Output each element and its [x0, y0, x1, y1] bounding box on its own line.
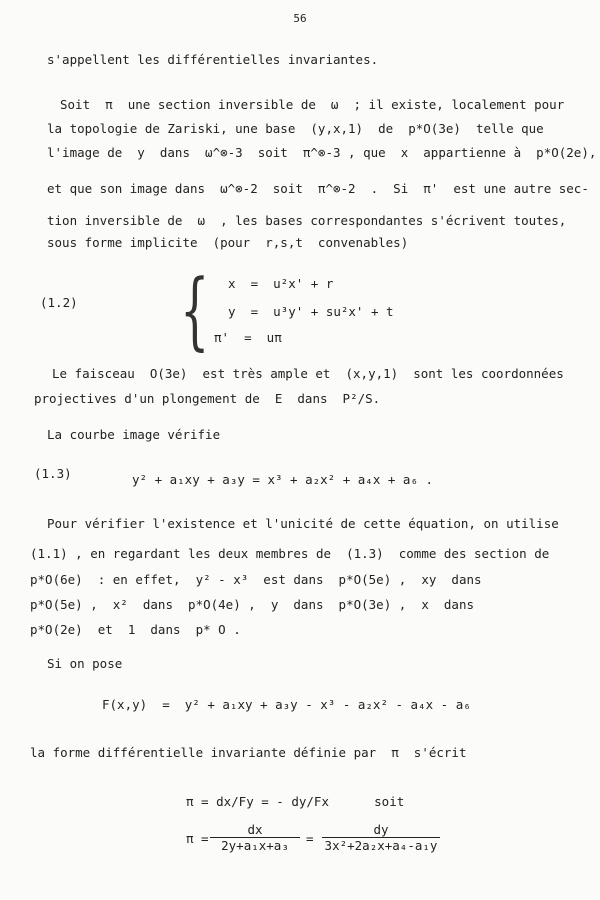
- text-line: p*O(2e) et 1 dans p* O .: [30, 622, 241, 637]
- fraction-numerator: dy: [322, 822, 440, 838]
- equation-label: (1.3): [34, 466, 72, 481]
- equation-line: π' = uπ: [214, 330, 282, 345]
- equation-label: (1.2): [40, 295, 78, 310]
- text-line: Si on pose: [47, 656, 123, 671]
- brace-icon: {: [180, 261, 210, 359]
- equation-equals: =: [306, 831, 314, 846]
- text-line: sous forme implicite (pour r,s,t convenables): [47, 235, 409, 250]
- text-line: Soit π une section inversible de ω ; il existe, localement pour: [60, 97, 565, 112]
- fraction-numerator: dx: [210, 822, 300, 838]
- text-line: Le faisceau O(3e) est très ample et (x,y,1) sont les coordonnées: [52, 366, 564, 381]
- text-line: La courbe image vérifie: [47, 427, 221, 442]
- text-line: la forme différentielle invariante définie par π s'écrit: [30, 745, 467, 760]
- text-line: p*O(5e) , x² dans p*O(4e) , y dans p*O(3e) , x dans: [30, 597, 475, 612]
- equation: y² + a₁xy + a₃y = x³ + a₂x² + a₄x + a₆ .: [132, 472, 434, 487]
- equation-line: y = u³y' + su²x' + t: [228, 304, 394, 319]
- equation: π = dx/Fy = - dy/Fx soit: [186, 794, 405, 809]
- text-line: et que son image dans ω^⊗-2 soit π^⊗-2 . Si π' est une autre sec-: [47, 181, 589, 196]
- fraction-denominator: 3x²+2a₂x+a₄-a₁y: [324, 838, 438, 853]
- equation: F(x,y) = y² + a₁xy + a₃y - x³ - a₂x² - a₄x - a₆: [102, 697, 471, 712]
- text-line: l'image de y dans ω^⊗-3 soit π^⊗-3 , que x appartienne à p*O(2e),: [47, 145, 597, 160]
- text-line: projectives d'un plongement de E dans P²/S.: [34, 391, 381, 406]
- equation-line: x = u²x' + r: [228, 276, 334, 291]
- text-line: (1.1) , en regardant les deux membres de (1.3) comme des section de: [30, 546, 550, 561]
- text-line: s'appellent les différentielles invariantes.: [47, 52, 379, 67]
- fraction-denominator: 2y+a₁x+a₃: [221, 838, 289, 853]
- fraction: [322, 822, 440, 853]
- text-line: la topologie de Zariski, une base (y,x,1) de p*O(3e) telle que: [47, 121, 544, 136]
- equation-lhs: π =: [186, 831, 209, 846]
- text-line: Pour vérifier l'existence et l'unicité de cette équation, on utilise: [47, 516, 559, 531]
- text-line: p*O(6e) : en effet, y² - x³ est dans p*O(5e) , xy dans: [30, 572, 482, 587]
- fraction: [210, 822, 300, 853]
- text-line: tion inversible de ω , les bases correspondantes s'écrivent toutes,: [47, 213, 567, 228]
- page-number: 56: [293, 12, 307, 25]
